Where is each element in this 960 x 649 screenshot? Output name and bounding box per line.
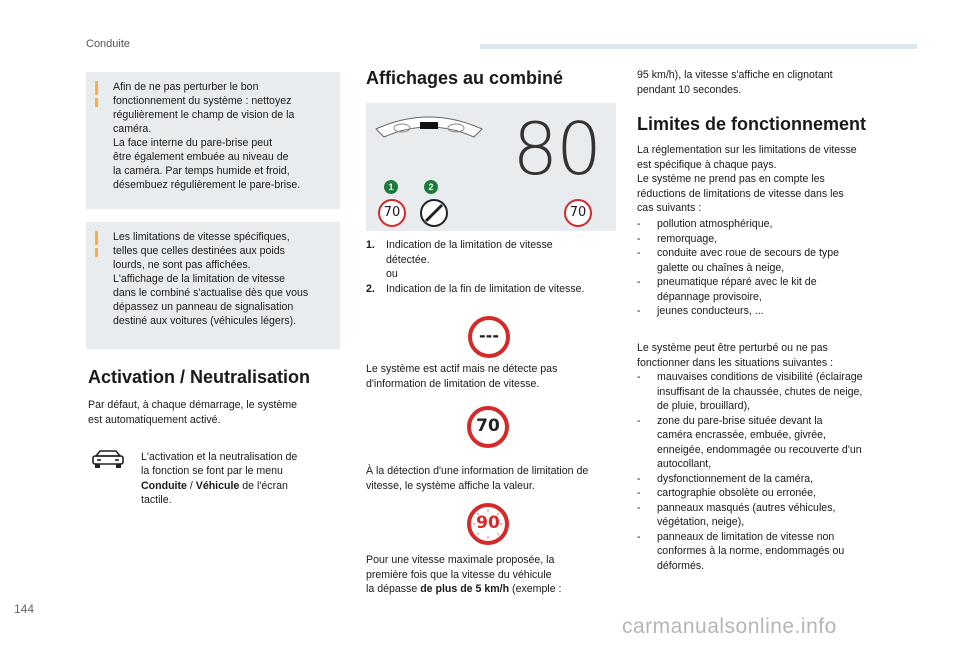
badge-1: 1	[384, 180, 398, 194]
menu-separator: /	[186, 479, 196, 492]
item-text: jeunes conducteurs, ...	[657, 305, 764, 317]
no-limit-sign	[468, 316, 510, 358]
list-item	[637, 217, 907, 232]
propose-text-2: (exemple :	[509, 583, 562, 595]
item-text: Indication de la fin de limitation de vitesse.	[386, 282, 585, 295]
menu-text-1: L'activation et la neutralisation de la fonction se font par le menu	[141, 450, 298, 477]
heading-limits: Limites de fonctionnement	[637, 114, 867, 134]
section-tab: Conduite	[86, 38, 131, 50]
speed-limit-sign-small	[378, 199, 406, 227]
cluster-legend-list	[366, 238, 626, 296]
speed-limit-sign-90-blinking	[467, 503, 509, 545]
end-limit-sign-icon	[420, 199, 448, 227]
header-bar	[480, 44, 917, 49]
menu-instruction	[141, 435, 341, 508]
list-item	[637, 472, 912, 487]
limits-list	[637, 217, 907, 319]
menu-item-vehicule: Véhicule	[195, 479, 240, 492]
list-item	[637, 275, 907, 304]
sign-value: ---	[479, 326, 499, 345]
item-text: dysfonctionnement de la caméra,	[657, 472, 814, 485]
item-number: 2.	[366, 282, 375, 295]
speed-limit-sign-small	[564, 199, 592, 227]
item-text: panneaux masqués (autres véhicules, végétation, neige),	[657, 501, 836, 528]
detect-text: À la détection d'une information de limitation de vitesse, le système affiche la valeur.	[366, 465, 589, 492]
speed-limit-sign-70	[467, 406, 509, 448]
menu-text-3: tactile.	[141, 494, 172, 506]
page-number: 144	[14, 602, 35, 616]
propose-text-1: Pour une vitesse maximale proposée, la première fois que la vitesse du véhicule la dépasse	[366, 554, 555, 595]
sign-value: 70	[383, 205, 401, 220]
sign-value: 90	[476, 513, 500, 533]
item-text: zone du pare-brise située devant la caméra encrassée, embuée, givrée, enneigée, endommagée ou recouverte d'un autocollant,	[657, 414, 862, 470]
list-item	[637, 486, 912, 501]
item-text: pneumatique réparé avec le kit de dépannage provisoire,	[657, 276, 817, 303]
heading-activation: Activation / Neutralisation	[88, 367, 311, 387]
list-item	[366, 282, 626, 297]
limits-intro: La réglementation sur les limitations de vitesse est spécifique à chaque pays. Le système ne prend pas en compte les réductions de limitations de vitesse dans les cas suivants :	[637, 144, 857, 214]
info-mark-icon	[95, 231, 98, 245]
list-item	[637, 370, 912, 414]
continuation-text: 95 km/h), la vitesse s'affiche en clignotant pendant 10 secondes.	[637, 69, 833, 96]
propose-text-bold: de plus de 5 km/h	[420, 583, 510, 595]
item-text: conduite avec roue de secours de type galette ou chaînes à neige,	[657, 247, 839, 274]
item-text: pollution atmosphérique,	[657, 218, 773, 230]
car-menu-icon	[88, 447, 128, 471]
list-item	[637, 414, 912, 472]
item-text: mauvaises conditions de visibilité (éclairage insuffisant de la chaussée, chutes de neige, de pluie, brouillard),	[657, 371, 863, 412]
heading-cluster: Affichages au combiné	[366, 68, 564, 88]
disturb-list	[637, 370, 912, 573]
menu-item-conduite: Conduite	[141, 479, 187, 492]
inactive-text: Le système est actif mais ne détecte pas d'information de limitation de vitesse.	[366, 363, 558, 390]
list-item	[366, 238, 626, 267]
disturb-intro: Le système peut être perturbé ou ne pas fonctionner dans les situations suivantes :	[637, 342, 834, 369]
item-text: Indication de la limitation de vitesse détectée.	[386, 239, 553, 266]
sign-value: 70	[476, 416, 500, 436]
item-text: cartographie obsolète ou erronée,	[657, 487, 817, 499]
info-mark-icon	[95, 81, 98, 95]
propose-text	[366, 553, 631, 597]
note-text: Les limitations de vitesse spécifiques, telles que celles destinées aux poids lourds, ne sont pas affichées. L'affichage de la limitation de vitesse dans le combiné s'actualise dès que vous dépassez un panneau de signalisation destiné aux voitures (véhicules légers).	[113, 231, 309, 327]
note-text: Afin de ne pas perturber le bon fonctionnement du système : nettoyez régulièrement le champ de vision de la caméra. La face interne du pare-brise peut être également embuée au niveau de la caméra. Par temps humide et froid, désembuez régulièrement le pare-brise.	[113, 81, 301, 191]
note-box-cleaning	[86, 72, 340, 209]
instrument-cluster-image	[366, 103, 616, 231]
activation-text: Par défaut, à chaque démarrage, le système est automatiquement activé.	[88, 399, 298, 426]
list-item	[637, 232, 907, 247]
item-text: remorquage,	[657, 232, 718, 245]
list-item	[637, 501, 912, 530]
speed-display: 80	[512, 107, 600, 191]
cluster-graphic-icon	[374, 111, 484, 144]
menu-text-2: de l'écran	[239, 479, 288, 492]
list-item	[637, 530, 912, 574]
note-box-specific-limits	[86, 222, 340, 349]
list-item-or	[366, 267, 626, 282]
or-text: ou	[386, 268, 398, 280]
list-item	[637, 246, 907, 275]
item-text: panneaux de limitation de vitesse non conformes à la norme, endommagés ou déformés.	[657, 530, 845, 572]
item-number: 1.	[366, 239, 375, 251]
badge-2: 2	[424, 180, 438, 194]
sign-value: 70	[569, 205, 587, 220]
list-item	[637, 304, 907, 319]
watermark: carmanualsonline.info	[622, 615, 837, 638]
